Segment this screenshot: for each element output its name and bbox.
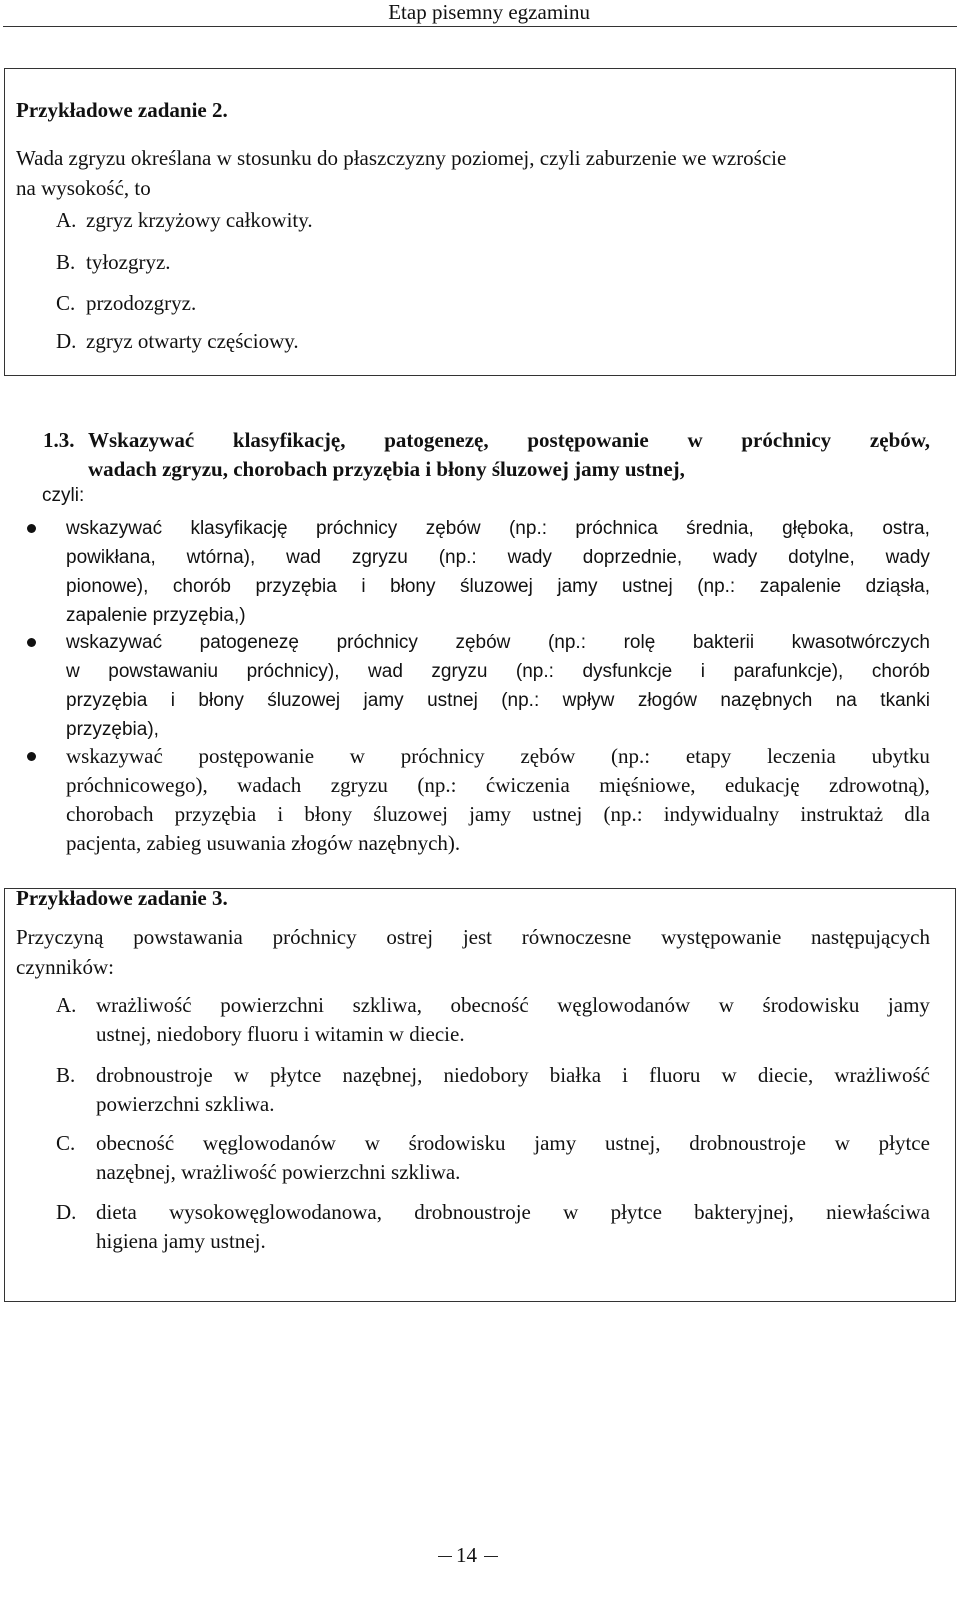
word: przyzębia [255,576,337,597]
word: i [361,576,366,597]
header-title: Etap pisemny egzaminu [388,0,590,24]
word: w [563,1200,579,1224]
word: (np.: [501,690,540,711]
task3-option-c-letter: C. [56,1131,76,1155]
word: błony [390,576,436,597]
word: płytce [610,1200,662,1224]
word: błony [198,690,244,711]
option-letter: A. [56,208,77,232]
section-heading-line-2: wadach zgryzu, chorobach przyzębia i błony śluzowej jamy ustnej, [88,457,685,481]
task3-option-b-line-2: powierzchni szkliwa. [96,1092,275,1116]
word: równoczesne [521,925,632,949]
task3-option-d-line-2: higiena jamy ustnej. [96,1229,266,1253]
word: jest [462,925,492,949]
task3-option-b-line-1 [96,1063,930,1088]
word: próchnica [575,518,658,539]
section-heading-line-1 [88,428,930,453]
word: w [718,993,734,1017]
word: śluzowej [373,802,448,826]
word: Przyczyną [16,925,104,949]
section-number: 1.3. [43,428,75,452]
bullet-1-line-2 [66,543,930,572]
word: tkanki [880,690,930,711]
task2-option-b [56,247,171,277]
word: wskazywać [66,632,163,653]
word: próchnicy [315,518,398,539]
word: płytce [270,1063,322,1087]
word: wskazywać [66,744,163,768]
word: ostrej [386,925,434,949]
word: zgryzu [330,773,388,797]
word: wady [885,547,930,568]
word: próchnicy [272,925,357,949]
option-text: zgryz krzyżowy całkowity. [86,208,313,232]
word: chorobach [66,802,154,826]
bullet-icon [27,524,36,533]
word: szkliwa, [352,993,422,1017]
word: rolę [623,632,656,653]
word: jamy [557,576,598,597]
word: ustnej, [605,1131,661,1155]
word: na [835,690,857,711]
bullet-1-line-3 [66,572,930,601]
word: w [721,1063,737,1087]
word: środowisku [762,993,860,1017]
word: w [349,744,365,768]
task3-option-d-letter: D. [56,1200,77,1224]
task2-question-line-1: Wada zgryzu określana w stosunku do płaszczyzny poziomej, czyli zaburzenie we wzroście [16,146,787,170]
word: dla [904,802,930,826]
word: próchnicy [741,428,832,452]
page-header [0,0,960,30]
task3-option-a-line-1 [96,993,930,1018]
task3-title: Przykładowe zadanie 3. [16,886,228,910]
word: obecność [450,993,529,1017]
word: zębów [455,632,511,653]
bullet-3-line-3 [66,800,930,829]
word: jamy [534,1131,577,1155]
option-text: tyłozgryz. [86,250,171,274]
word: płytce [878,1131,930,1155]
section-czyli: czyli: [42,485,85,506]
word: i [622,1063,628,1087]
task3-option-a-line-2: ustnej, niedobory fluoru i witamin w diecie. [96,1022,465,1046]
task3-option-c-line-2: nazębnej, wrażliwość powierzchni szkliwa. [96,1160,461,1184]
word: wrażliwość [96,993,192,1017]
word: obecność [96,1131,175,1155]
word: głęboka, [782,518,854,539]
task3-option-d-line-1 [96,1200,930,1225]
word: zębów, [869,428,930,452]
word: dysfunkcje [582,661,673,682]
word: wskazywać [66,518,163,539]
task3-question-line-2: czynników: [16,955,114,979]
bullet-3-line-2 [66,771,930,800]
task3-option-b-letter: B. [56,1063,76,1087]
word: w [687,428,703,452]
word: śluzowej [267,690,341,711]
word: zapalenie [759,576,842,597]
word: klasyfikację [190,518,288,539]
word: w [233,1063,249,1087]
option-letter: B. [56,250,76,274]
word: wpływ [562,690,615,711]
word: ćwiczenia [485,773,570,797]
word: jamy [887,993,930,1017]
task3-option-c-line-1 [96,1131,930,1156]
word: (np.: [611,744,651,768]
word: ustnej [621,576,673,597]
word: diecie, [757,1063,814,1087]
word: powstawania [133,925,243,949]
bullet-2-line-1 [66,628,930,657]
word: powikłana, [66,547,156,568]
word: jamy [469,802,512,826]
word: próchnicy), [246,661,340,682]
word: powierzchni [220,993,324,1017]
word: (np.: [417,773,457,797]
word: parafunkcje), [733,661,844,682]
header-rule [3,26,957,27]
footer-dash-left [438,1556,452,1557]
word: drobnoustroje [96,1063,213,1087]
word: złogów [637,690,697,711]
word: drobnoustroje [689,1131,806,1155]
bullet-3-line-1 [66,742,930,771]
word: jamy [363,690,404,711]
bullet-2-line-3 [66,686,930,715]
word: w [364,1131,380,1155]
word: przyzębia [66,690,148,711]
word: postępowanie [527,428,649,452]
word: powstawaniu [108,661,219,682]
word: wady [507,547,552,568]
word: węglowodanów [202,1131,336,1155]
task2-title: Przykładowe zadanie 2. [16,98,228,122]
word: próchnicy [336,632,418,653]
word: wad [368,661,403,682]
word: i [277,802,284,826]
word: średnia, [686,518,754,539]
option-text: przodozgryz. [86,291,197,315]
word: bakterii [692,632,755,653]
bullet-1-line-4: zapalenie przyzębia,) [66,605,246,626]
word: wysokowęglowodanowa, [169,1200,382,1224]
word: fluoru [649,1063,701,1087]
word: (np.: [547,632,586,653]
word: błony [304,802,353,826]
word: chorób [172,576,231,597]
word: wrażliwość [834,1063,930,1087]
option-text: zgryz otwarty częściowy. [86,329,299,353]
word: próchnicowego), [66,773,208,797]
word: śluzowej [459,576,533,597]
word: w [66,661,80,682]
word: białka [549,1063,602,1087]
page-number: 14 [456,1543,477,1567]
word: ustnej [427,690,478,711]
word: chorób [871,661,930,682]
word: zębów [425,518,481,539]
task2-option-c [56,288,196,318]
word: i [700,661,705,682]
word: Wskazywać [88,428,195,452]
bullet-icon [27,638,36,647]
word: (np.: [515,661,554,682]
word: (np.: [697,576,736,597]
word: zębów [520,744,576,768]
word: w [834,1131,850,1155]
word: edukację [724,773,800,797]
footer-dash-right [484,1556,498,1557]
task2-question-line-2: na wysokość, to [16,176,151,200]
bullet-icon [27,752,36,761]
word: wady [712,547,758,568]
bullet-1-line-1 [66,514,930,543]
bullet-2-line-4: przyzębia), [66,719,159,740]
word: zgryzu [431,661,488,682]
word: mięśniowe, [599,773,696,797]
word: klasyfikację, [232,428,346,452]
word: postępowanie [198,744,315,768]
word: dotylne, [788,547,855,568]
bullet-3-line-4: pacjenta, zabieg usuwania złogów nazębnych). [66,831,461,855]
word: próchnicy [400,744,485,768]
word: i [170,690,175,711]
word: patogenezę [199,632,299,653]
word: indywidualny [663,802,780,826]
word: ustnej [532,802,583,826]
word: pionowe), [66,576,149,597]
word: przyzębia [174,802,257,826]
word: następujących [811,925,930,949]
word: ubytku [871,744,930,768]
word: bakteryjnej, [694,1200,794,1224]
word: wad [286,547,321,568]
word: etapy [685,744,732,768]
word: niewłaściwa [826,1200,930,1224]
word: patogenezę, [384,428,489,452]
word: węglowodanów [557,993,691,1017]
task3-option-a-letter: A. [56,993,77,1017]
task3-question-line-1 [16,925,930,950]
word: środowisku [408,1131,506,1155]
word: wadach [237,773,302,797]
word: występowanie [661,925,782,949]
word: (np.: [438,547,477,568]
word: zdrowotną), [829,773,930,797]
word: nazębnych [720,690,813,711]
word: leczenia [767,744,836,768]
word: kwasotwórczych [791,632,930,653]
word: instruktaż [800,802,884,826]
word: ostra, [882,518,930,539]
option-letter: C. [56,291,76,315]
word: doprzednie, [582,547,683,568]
option-letter: D. [56,329,77,353]
word: (np.: [508,518,548,539]
task2-option-a [56,205,313,235]
word: niedobory [443,1063,529,1087]
word: nazębnej, [342,1063,423,1087]
word: dieta [96,1200,137,1224]
task2-option-d [56,326,299,356]
word: zgryzu [351,547,408,568]
word: wtórna), [186,547,256,568]
word: drobnoustroje [414,1200,531,1224]
bullet-2-line-2 [66,657,930,686]
word: (np.: [603,802,643,826]
word: dziąsła, [865,576,930,597]
